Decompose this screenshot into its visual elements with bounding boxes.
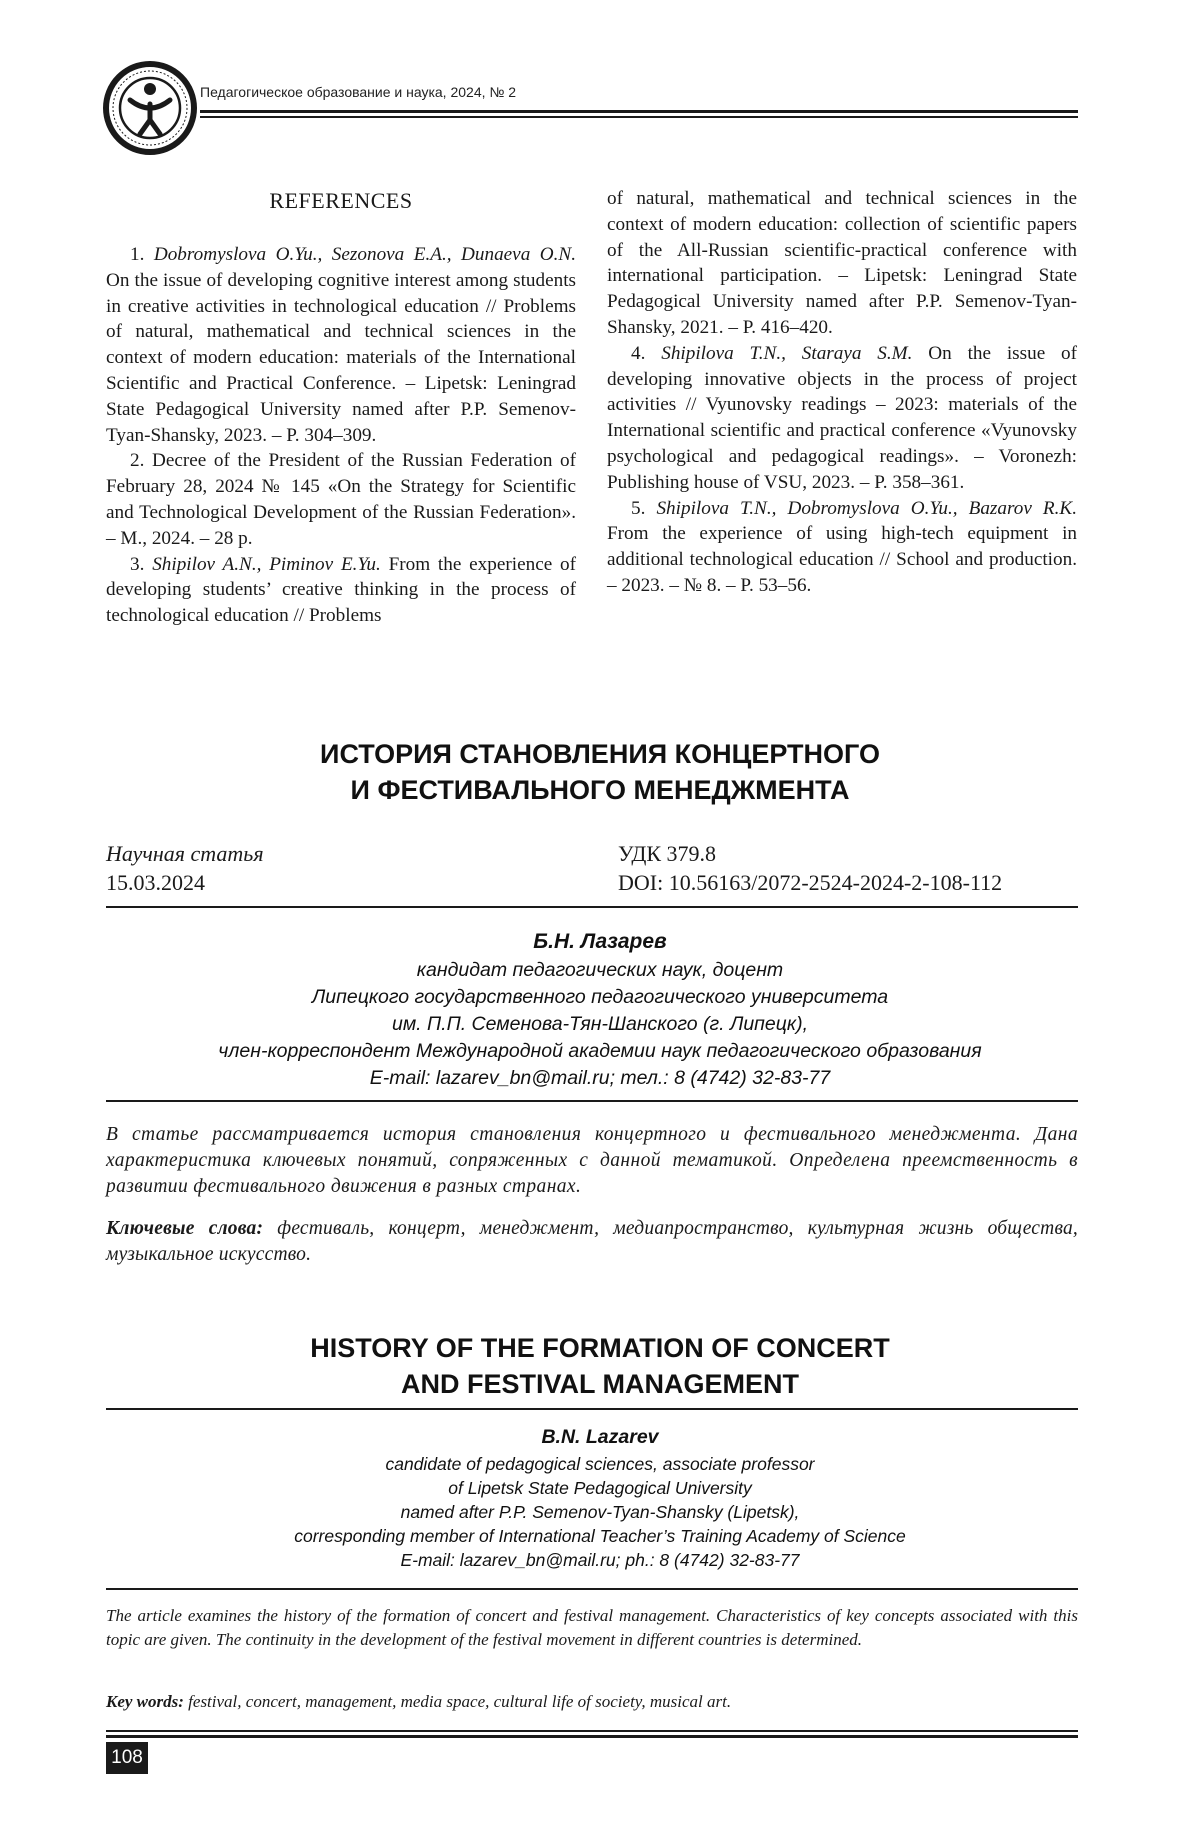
journal-title: Педагогическое образование и наука, 2024, № 2 [200,84,517,100]
author-rule-en [106,1588,1078,1590]
header-rule-top [200,110,1078,113]
article-meta-left [106,839,264,897]
doi: DOI: 10.56163/2072-2524-2024-2-108-112 [618,870,1003,895]
author-affiliation-line: corresponding member of International Teacher’s Training Academy of Science [294,1526,906,1546]
reference-item: 3. Shipilov A.N., Piminov E.Yu. From the experience of developing students’ creative thinking in the process of technological education // Problems [106,553,577,627]
author-block-ru [0,928,1200,1092]
reference-item: 2. Decree of the President of the Russian Federation of February 28, 2024 № 145 «On the Strategy for Scientific and Technological Development of the Russian Federation». – M., 2024. – 28 p. [106,450,577,549]
author-affiliation-line: named after P.P. Semenov-Tyan-Shansky (Lipetsk), [400,1502,800,1522]
author-rule-ru [106,1100,1078,1102]
author-affiliation-line: candidate of pedagogical sciences, associate professor [385,1454,815,1474]
reference-item: 4. Shipilova T.N., Staraya S.M. On the issue of developing innovative objects in the process of project activities // Vyunovsky readings – 2023: materials of the International scientific and practical conference «Vyunovsky psychological and pedagogical readings». – Voronezh: Publishing house of VSU, 2023. – P. 358–361. [607,342,1078,493]
keywords-label: Key words: [106,1692,184,1711]
author-name: Б.Н. Лазарев [533,930,667,953]
udk: УДК 379.8 [618,841,717,866]
article-title-ru [0,736,1200,808]
keywords-ru [106,1216,1078,1268]
page-number: 108 [106,1742,148,1774]
header-rule-bottom [200,116,1078,118]
abstract-en: The article examines the history of the formation of concert and festival management. Characteristics of key concepts associated with this topic are given. The continuity in the development of the festival movement in different countries is determined. [106,1606,1078,1649]
references-column-right [607,186,1077,599]
keywords-text: фестиваль, концерт, менеджмент, медиапространство, культурная жизнь общества, музыкальное искусство. [106,1218,1078,1265]
title-line: И ФЕСТИВАЛЬНОГО МЕНЕДЖМЕНТА [350,775,850,805]
author-affiliation-line: кандидат педагогических наук, доцент [416,959,784,981]
reference-item: 1. Dobromyslova O.Yu., Sezonova E.A., Dunaeva O.N. On the issue of developing cognitive interest among students in creative activities in technological education // Problems of natural, mathematical and technical sciences in the context of modern education: materials of the International Scientific and Practical Conference. – Lipetsk: Leningrad State Pedagogical University named after P.P. Semenov-Tyan-Shansky, 2023. – P. 304–309. [106,244,576,446]
abstract-ru: В статье рассматривается история становления концертного и фестивального менеджмента. Дана характеристика ключевых понятий, сопряженных с данной тематикой. Определена преемственность в развитии фестивального движения в разных странах. [106,1124,1078,1197]
article-title-en [0,1330,1200,1402]
author-email: E-mail: lazarev_bn@mail.ru; тел.: 8 (4742) 32-83-77 [369,1067,831,1089]
keywords-en [106,1690,1078,1714]
journal-logo [100,58,200,158]
keywords-text: festival, concert, management, media space, cultural life of society, musical art. [188,1692,732,1711]
author-email: E-mail: lazarev_bn@mail.ru; ph.: 8 (4742) 32-83-77 [400,1550,800,1570]
article-meta-right [618,839,1002,897]
title-line: ИСТОРИЯ СТАНОВЛЕНИЯ КОНЦЕРТНОГО [320,739,880,769]
author-name: B.N. Lazarev [541,1426,659,1448]
journal-seal-icon [100,58,200,158]
reference-item-continued: of natural, mathematical and technical sciences in the context of modern education: collection of scientific papers of the All-Russian scientific-practical conference with international participation. – Lipetsk: Leningrad State Pedagogical University named after P.P. Semenov-Tyan-Shansky, 2021. – P. 416–420. [607,188,1077,338]
footer-rule-bottom [106,1735,1078,1738]
references-heading: REFERENCES [269,188,413,213]
reference-item: 5. Shipilova T.N., Dobromyslova O.Yu., Bazarov R.K. From the experience of using high-tech equipment in additional technological education // School and production. – 2023. – № 8. – P. 53–56. [607,497,1078,596]
article-date: 15.03.2024 [106,870,205,895]
title-line: AND FESTIVAL MANAGEMENT [401,1369,799,1399]
en-title-rule [106,1408,1078,1410]
author-affiliation-line: член-корреспондент Международной академии наук педагогического образования [218,1040,982,1062]
author-affiliation-line: им. П.П. Семенова-Тян-Шанского (г. Липецк), [391,1013,809,1035]
author-affiliation-line: of Lipetsk State Pedagogical University [448,1478,752,1498]
meta-rule [106,906,1078,908]
author-block-en [0,1425,1200,1572]
article-type: Научная статья [106,841,264,866]
title-line: HISTORY OF THE FORMATION OF CONCERT [310,1333,890,1363]
author-affiliation-line: Липецкого государственного педагогического университета [311,986,889,1008]
references-column-left [106,186,576,629]
keywords-label: Ключевые слова: [106,1218,264,1239]
footer-rule-top [106,1730,1078,1732]
